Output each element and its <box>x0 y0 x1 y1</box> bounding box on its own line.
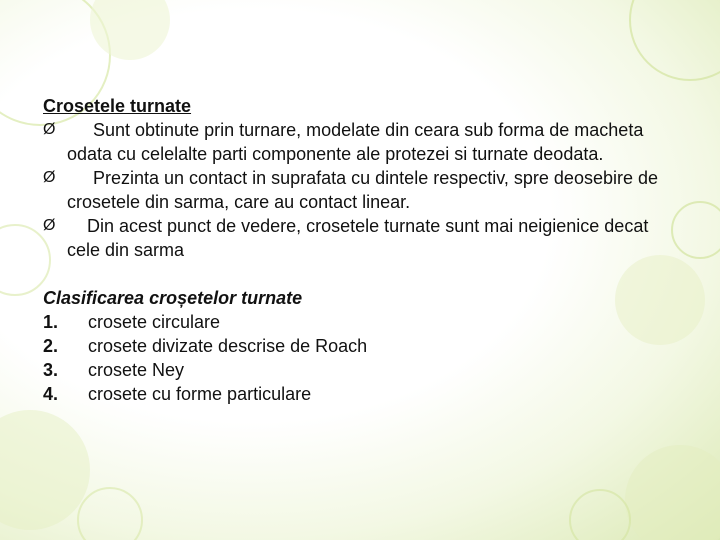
list-item <box>43 358 683 382</box>
arrow-bullet-icon: Ø <box>43 121 56 138</box>
bullet-text: Din acest punct de vedere, crosetele turnate sunt mai neigienice decat cele din sarma <box>67 216 649 260</box>
bullet-text: Sunt obtinute prin turnare, modelate din ceara sub forma de macheta odata cu celelalte parti componente ale protezei si turnate deodata. <box>67 120 644 164</box>
list-text: crosete Ney <box>88 360 185 380</box>
list-text: crosete cu forme particulare <box>88 384 312 404</box>
list-number: 1. <box>43 312 59 332</box>
bullet-item <box>43 166 683 214</box>
bullet-item <box>43 118 683 166</box>
list-item <box>43 382 683 406</box>
list-item <box>43 310 683 334</box>
arrow-bullet-icon: Ø <box>43 169 56 186</box>
list-item <box>43 334 683 358</box>
classification-title: Clasificarea croșetelor turnate <box>43 288 303 308</box>
list-text: crosete divizate descrise de Roach <box>88 336 368 356</box>
bullet-item <box>43 214 683 262</box>
list-text: crosete circulare <box>88 312 221 332</box>
list-number: 4. <box>43 384 59 404</box>
section-title: Crosetele turnate <box>43 96 192 116</box>
slide-content <box>43 94 683 406</box>
arrow-bullet-icon: Ø <box>43 217 56 234</box>
list-number: 2. <box>43 336 59 356</box>
list-number: 3. <box>43 360 59 380</box>
bullet-text: Prezinta un contact in suprafata cu dintele respectiv, spre deosebire de crosetele din sarma, care au contact linear. <box>67 168 658 212</box>
